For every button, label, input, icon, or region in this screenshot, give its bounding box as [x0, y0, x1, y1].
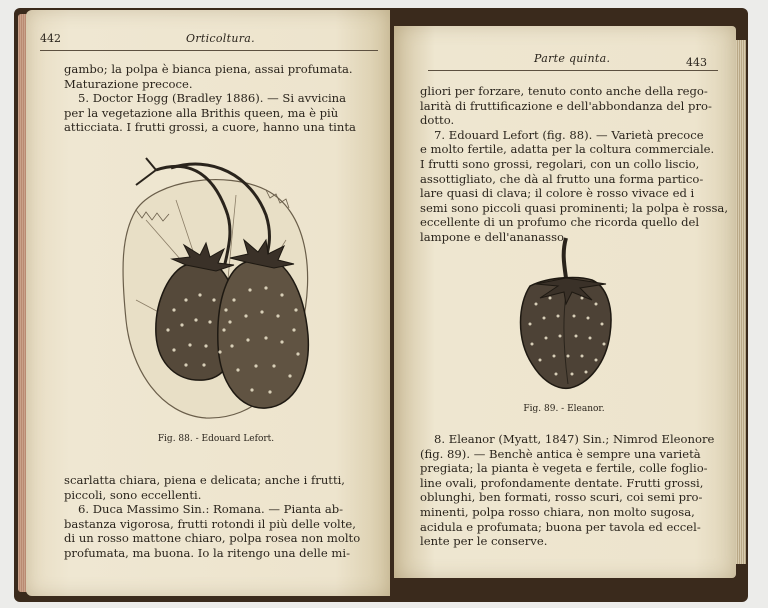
text-line: gliori per forzare, tenuto conto anche della rego- [420, 84, 708, 98]
right-top-paragraphs [420, 84, 728, 245]
right-page [394, 26, 736, 578]
text-line: 6. Duca Massimo Sin.: Romana. — Pianta ab- [78, 502, 344, 517]
running-head-left: Orticoltura. [186, 32, 255, 45]
text-line: per la vegetazione alla Brithis queen, ma è più [64, 105, 339, 120]
header-rule-right [428, 70, 718, 71]
text-line: atticciata. I frutti grossi, a cuore, hanno una tinta [64, 120, 356, 135]
left-page [26, 10, 390, 596]
text-line: I frutti sono grossi, regolari, con un collo liscio, [420, 156, 700, 171]
text-line: scarlatta chiara, piena e delicata; anche i frutti, [64, 473, 345, 487]
text-line: bastanza vigorosa, frutti rotondi il più delle volte, [64, 516, 356, 531]
text-line: minenti, polpa rosso chiara, non molto sugosa, [420, 504, 695, 519]
text-line: assottigliato, che dà al frutto una forma partico- [420, 171, 704, 186]
text-line: semi sono piccoli quasi prominenti; la polpa è rossa, [420, 200, 728, 215]
text-line: acidula e profumata; buona per tavola ed eccel- [420, 519, 701, 534]
text-line: lampone e dell'ananasso. [420, 229, 568, 244]
text-line: lare quasi di clava; il colore è rosso vivace ed i [420, 186, 695, 201]
text-line: di un rosso mattone chiaro, polpa rosea non molto [64, 531, 361, 546]
text-line: 7. Edouard Lefort (fig. 88). — Varietà precoce [434, 127, 704, 142]
text-line: pregiata; la pianta è vegeta e fertile, colle foglio- [420, 461, 708, 476]
text-line: dotto. [420, 113, 455, 128]
running-head-right: Parte quinta. [534, 52, 611, 65]
left-bottom-paragraphs [64, 473, 376, 561]
figure-caption-89: Fig. 89. - Eleanor. [523, 404, 605, 414]
text-line: e molto fertile, adatta per la coltura commerciale. [420, 142, 715, 157]
figure-caption-88: Fig. 88. - Edouard Lefort. [157, 434, 275, 444]
text-line: profumata, ma buona. Io la ritengo una delle mi- [64, 545, 351, 560]
header-rule-left [40, 50, 378, 51]
strawberry-illustration-edouard-lefort [116, 150, 316, 430]
right-bottom-paragraphs [420, 432, 720, 549]
page-number-right: 443 [686, 56, 707, 69]
text-line: 5. Doctor Hogg (Bradley 1886). — Si avvicina [78, 91, 347, 106]
text-line: piccoli, sono eccellenti. [64, 487, 202, 502]
strawberry-illustration-eleanor [510, 234, 620, 394]
page-number-left: 442 [40, 32, 61, 45]
text-line: gambo; la polpa è bianca piena, assai profumata. [64, 62, 353, 76]
text-line: 8. Eleanor (Myatt, 1847) Sin.; Nimrod Eleonore [434, 432, 715, 446]
text-line: eccellente di un profumo che ricorda quello del [420, 215, 700, 230]
text-line: line ovali, profondamente dentate. Frutti grossi, [420, 475, 704, 490]
text-line: (fig. 89). — Benchè antica è sempre una varietà [420, 446, 701, 461]
text-line: lente per le conserve. [420, 534, 548, 549]
text-line: Maturazione precoce. [64, 76, 193, 91]
text-line: oblunghi, ben formati, rosso scuri, coi semi pro- [420, 490, 703, 505]
left-top-paragraphs [64, 62, 376, 135]
text-line: larità di fruttificazione e dell'abbondanza del pro- [420, 98, 712, 113]
